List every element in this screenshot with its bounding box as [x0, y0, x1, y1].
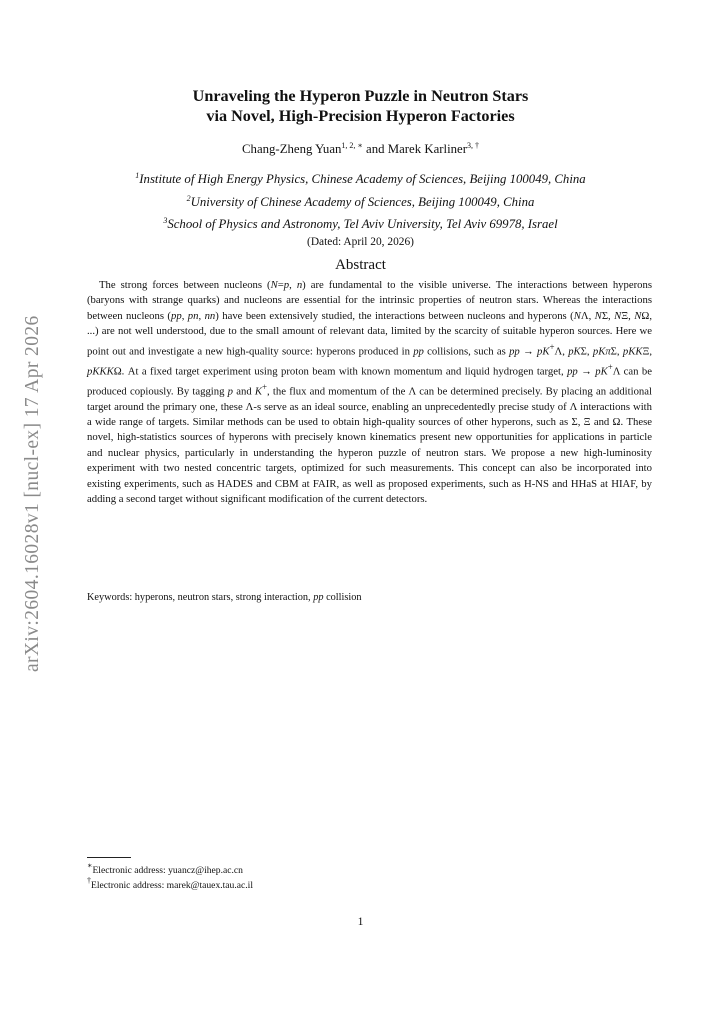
arxiv-stamp: [18, 292, 50, 672]
abstract-body: The strong forces between nucleons (N=p, n) are fundamental to the visible universe. The interactions between hyperons (baryons with strange quarks) and nucleons are essential for the intrinsic properties of neutron stars. Whereas the interactions between nucleons (pp, pn, nn) have been extensively studied, the interactions between nucleons and hyperons (NΛ, NΣ, NΞ, NΩ, ...) are not well understood, due to the small amount of relevant data, limited by the scarcity of suitable hyperon sources. Here we point out and investigate a new high-quality source: hyperons produced in pp collisions, such as pp → pK+Λ, pKΣ, pKπΣ, pKKΞ, pKKKΩ. At a fixed target experiment using proton beam with known momentum and liquid hydrogen target, pp → pK+Λ can be produced copiously. By tagging p and K+, the flux and momentum of the Λ can be determined precisely. By placing an additional target around the primary one, these Λ-s serve as an ideal source, enabling an unprecedentedly precise study of Λ interactions with a wide range of targets. Similar methods can be used to obtain high-quality sources of other hyperons, such as Σ, Ξ and Ω. These novel, high-statistics sources of hyperons with precisely known kinematics present new opportunities for applications in particle and nuclear physics, particularly in understanding the hyperon puzzle of neutron stars. We propose a new high-luminosity experiment with two nested concentric targets, optimized for such measurements. This concept can also be incorporated into existing experiments, such as HADES and CBM at FAIR, as well as proposed experiments, such as H-NS and HHaS at HIAF, by adding a second target without significant modification of the current detectors.: [87, 279, 653, 505]
affiliation-2-mark: 2: [186, 193, 191, 203]
date-line: (Dated: April 20, 2026): [307, 236, 414, 248]
affiliation-2: [0, 191, 721, 214]
footnote-rule: [87, 857, 131, 858]
keywords-pp: pp: [313, 592, 324, 603]
affiliation-3-text: School of Physics and Astronomy, Tel Aviv University, Tel Aviv 69978, Israel: [167, 217, 558, 231]
footnote-1-text: Electronic address: yuancz@ihep.ac.cn: [92, 865, 243, 876]
footnote-2-text: Electronic address: marek@tauex.tau.ac.il: [91, 880, 253, 891]
keywords-label: Keywords:: [87, 592, 133, 603]
author-2-marks: 3, †: [466, 141, 479, 150]
keywords: [87, 592, 362, 603]
author-name-1: Chang-Zheng Yuan: [242, 142, 342, 156]
footnote-1-mark: ∗: [87, 861, 93, 870]
affiliation-3: [0, 213, 721, 236]
affiliation-1-text: Institute of High Energy Physics, Chinese Academy of Sciences, Beijing 100049, China: [139, 172, 586, 186]
author-name-2: Marek Karliner: [387, 142, 467, 156]
author-1-marks: 1, 2, ∗: [341, 141, 363, 150]
footnote-2: [87, 876, 253, 891]
keywords-text: hyperons, neutron stars, strong interaction,: [134, 592, 311, 603]
affiliation-1: [0, 168, 721, 191]
footnote-2-mark: †: [87, 876, 91, 885]
arxiv-stamp-text: arXiv:2604.16028v1 [nucl-ex] 17 Apr 2026: [22, 315, 43, 672]
paper-title: [0, 86, 721, 126]
title-line-2: via Novel, High-Precision Hyperon Factories: [206, 107, 515, 125]
affiliation-1-mark: 1: [135, 171, 140, 180]
keywords-suffix: collision: [326, 592, 362, 603]
affiliation-2-text: University of Chinese Academy of Sciences, Beijing 100049, China: [190, 194, 535, 209]
affiliation-3-mark: 3: [163, 216, 168, 225]
author-joiner: and: [362, 142, 388, 156]
abstract-heading: Abstract: [335, 257, 386, 273]
author-list: [0, 142, 721, 157]
page-number: 1: [357, 915, 364, 928]
title-line-1: Unraveling the Hyperon Puzzle in Neutron Stars: [192, 87, 529, 105]
footnote-1: [87, 861, 243, 876]
affiliations: [0, 168, 721, 236]
